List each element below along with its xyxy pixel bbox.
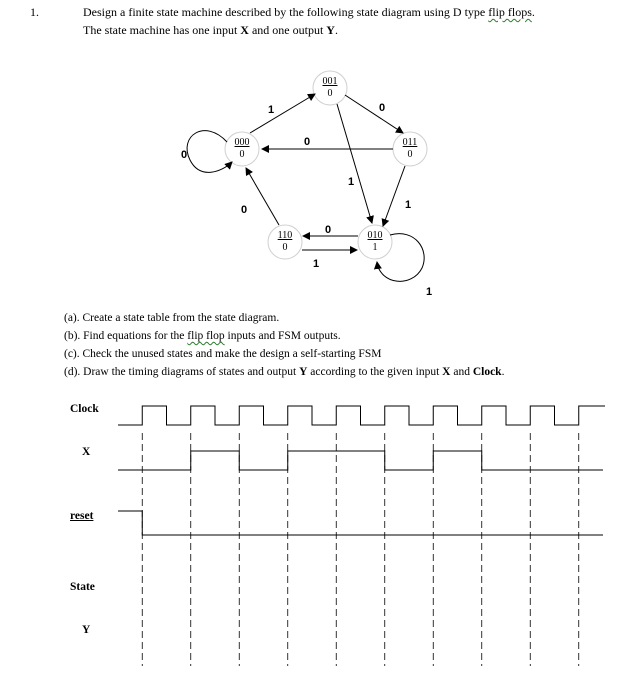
part-b-end: inputs and FSM outputs. bbox=[224, 330, 341, 342]
part-d-y: Y bbox=[299, 366, 308, 378]
problem-line-2-end: . bbox=[334, 23, 338, 37]
problem-line-2-text: The state machine has one input bbox=[83, 23, 241, 37]
edge-label-000-to-001: 1 bbox=[268, 104, 275, 116]
y-label: Y bbox=[82, 624, 91, 636]
part-d-text: (d). Draw the timing diagrams of states and output bbox=[64, 366, 300, 378]
reset-label: reset bbox=[70, 510, 94, 522]
state-label: State bbox=[70, 581, 95, 593]
problem-line-2-mid: and one output bbox=[248, 23, 327, 37]
clock-waveform bbox=[118, 406, 605, 425]
flip-flops-term: flip flops bbox=[488, 5, 532, 19]
edge-label-011-to-010: 1 bbox=[405, 199, 412, 211]
part-b-text: (b). Find equations for the bbox=[64, 330, 188, 342]
problem-number: 1. bbox=[30, 5, 39, 19]
part-d-end: . bbox=[501, 366, 505, 378]
part-c: (c). Check the unused states and make the design a self-starting FSM bbox=[64, 348, 382, 360]
edge-label-000-self: 0 bbox=[181, 149, 188, 161]
edge-label-110-to-010: 1 bbox=[313, 258, 320, 270]
problem-line-1-text: Design a finite state machine described by the following state diagram using D type bbox=[83, 5, 489, 19]
state-011-output: 0 bbox=[407, 149, 413, 160]
output-y-term: Y bbox=[326, 23, 335, 37]
edge-label-010-self: 1 bbox=[426, 286, 433, 298]
x-label: X bbox=[82, 446, 91, 458]
edge-label-010-to-110: 0 bbox=[325, 224, 332, 236]
cycle-dividers bbox=[142, 433, 579, 666]
edge-label-011-to-000: 0 bbox=[304, 136, 311, 148]
edge-label-001-to-011: 0 bbox=[379, 102, 386, 114]
state-010-output: 1 bbox=[372, 242, 378, 253]
flip-flop-term: flip flop bbox=[187, 330, 225, 342]
state-110-output: 0 bbox=[282, 242, 288, 253]
edge-label-001-to-010: 1 bbox=[348, 176, 355, 188]
state-000-code: 000 bbox=[234, 137, 250, 148]
part-d-mid: according to the given input bbox=[307, 366, 443, 378]
state-001-code: 001 bbox=[322, 76, 338, 87]
state-000-output: 0 bbox=[239, 149, 245, 160]
state-010-code: 010 bbox=[367, 230, 383, 241]
problem-line-1-end: . bbox=[531, 5, 535, 19]
state-001-output: 0 bbox=[327, 88, 333, 99]
edge-label-110-to-000: 0 bbox=[241, 204, 248, 216]
state-011-code: 011 bbox=[402, 137, 418, 148]
input-x-term: X bbox=[240, 23, 249, 37]
state-110-code: 110 bbox=[277, 230, 293, 241]
part-d-x: X bbox=[442, 366, 451, 378]
part-d-clock: Clock bbox=[472, 366, 502, 378]
clock-label: Clock bbox=[70, 403, 99, 415]
part-d-and: and bbox=[450, 366, 473, 378]
part-a: (a). Create a state table from the state diagram. bbox=[64, 312, 280, 324]
